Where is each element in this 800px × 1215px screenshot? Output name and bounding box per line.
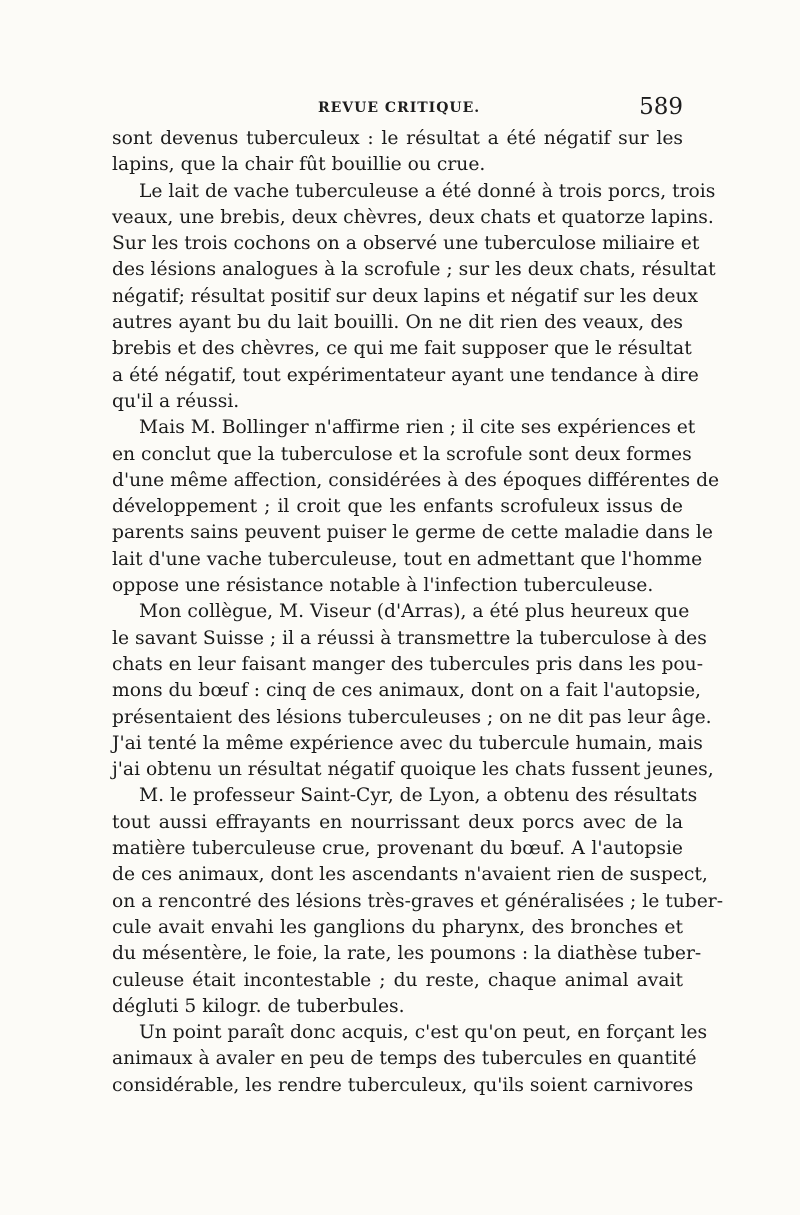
text-line: tout aussi effrayants en nourrissant deux porcs avec de la xyxy=(112,811,683,833)
text-line: on a rencontré des lésions très-graves et généralisées ; le tuber- xyxy=(112,890,724,912)
paragraph xyxy=(112,415,720,599)
text-line: négatif; résultat positif sur deux lapins et négatif sur les deux xyxy=(112,285,699,307)
paragraph xyxy=(112,783,724,1020)
text-line: des lésions analogues à la scrofule ; sur les deux chats, résultat xyxy=(112,259,716,281)
text-line: en conclut que la tuberculose et la scrofule sont deux formes xyxy=(112,443,692,465)
text-line: autres ayant bu du lait bouilli. On ne dit rien des veaux, des xyxy=(112,312,683,334)
text-line: le savant Suisse ; il a réussi à transmettre la tuberculose à des xyxy=(112,627,707,649)
text-line: Mon collègue, M. Viseur (d'Arras), a été plus heureux que xyxy=(139,601,690,623)
text-line: chats en leur faisant manger des tubercules pris dans les pou- xyxy=(112,653,704,675)
body-text xyxy=(112,126,724,1099)
text-line: j'ai obtenu un résultat négatif quoique les chats fussent jeunes, xyxy=(112,759,714,781)
text-line: considérable, les rendre tuberculeux, qu'ils soient carnivores xyxy=(112,1074,694,1096)
text-line: du mésentère, le foie, la rate, les poumons : la diathèse tuber- xyxy=(112,943,702,965)
text-line: sont devenus tuberculeux : le résultat a été négatif sur les xyxy=(112,128,683,149)
text-line: d'une même affection, considérées à des époques différentes de xyxy=(112,469,720,491)
text-line: matière tuberculeuse crue, provenant du bœuf. A l'autopsie xyxy=(112,838,683,860)
text-line: de ces animaux, dont les ascendants n'avaient rien de suspect, xyxy=(112,864,708,886)
text-line: mons du bœuf : cinq de ces animaux, dont on a fait l'autopsie, xyxy=(112,680,701,702)
text-line: cule avait envahi les ganglions du pharynx, des bronches et xyxy=(112,916,683,938)
paragraph xyxy=(112,599,714,783)
text-line: lait d'une vache tuberculeuse, tout en admettant que l'homme xyxy=(112,548,703,570)
text-line: J'ai tenté la même expérience avec du tubercule humain, mais xyxy=(112,732,703,754)
text-line: Le lait de vache tuberculeuse a été donné à trois porcs, trois xyxy=(139,180,716,202)
text-line: Mais M. Bollinger n'affirme rien ; il cite ses expériences et xyxy=(139,417,696,439)
text-line: Sur les trois cochons on a observé une tuberculose miliaire et xyxy=(112,233,700,255)
text-line: a été négatif, tout expérimentateur ayant une tendance à dire xyxy=(112,364,699,386)
paragraph xyxy=(112,126,683,179)
text-line: lapins, que la chair fût bouillie ou crue. xyxy=(112,154,486,176)
text-line: dégluti 5 kilogr. de tuberbules. xyxy=(112,995,405,1017)
text-line: M. le professeur Saint-Cyr, de Lyon, a obtenu des résultats xyxy=(139,785,698,807)
running-title: REVUE CRITIQUE. xyxy=(318,100,481,116)
text-line: qu'il a réussi. xyxy=(112,390,240,412)
text-line: Un point paraît donc acquis, c'est qu'on peut, en forçant les xyxy=(139,1022,708,1044)
page-number: 589 xyxy=(639,94,683,120)
text-line: oppose une résistance notable à l'infection tuberculeuse. xyxy=(112,575,654,597)
page-header xyxy=(108,96,683,126)
text-line: présentaient des lésions tuberculeuses ; on ne dit pas leur âge. xyxy=(112,706,712,728)
text-line: développement ; il croit que les enfants scrofuleux issus de xyxy=(112,496,683,518)
text-line: brebis et des chèvres, ce qui me fait supposer que le résultat xyxy=(112,338,692,360)
paragraph xyxy=(112,179,716,416)
text-line: culeuse était incontestable ; du reste, chaque animal avait xyxy=(112,969,683,991)
text-line: animaux à avaler en peu de temps des tubercules en quantité xyxy=(112,1048,697,1070)
text-line: veaux, une brebis, deux chèvres, deux chats et quatorze lapins. xyxy=(112,206,714,228)
text-line: parents sains peuvent puiser le germe de cette maladie dans le xyxy=(112,522,713,544)
paragraph xyxy=(112,1020,708,1099)
